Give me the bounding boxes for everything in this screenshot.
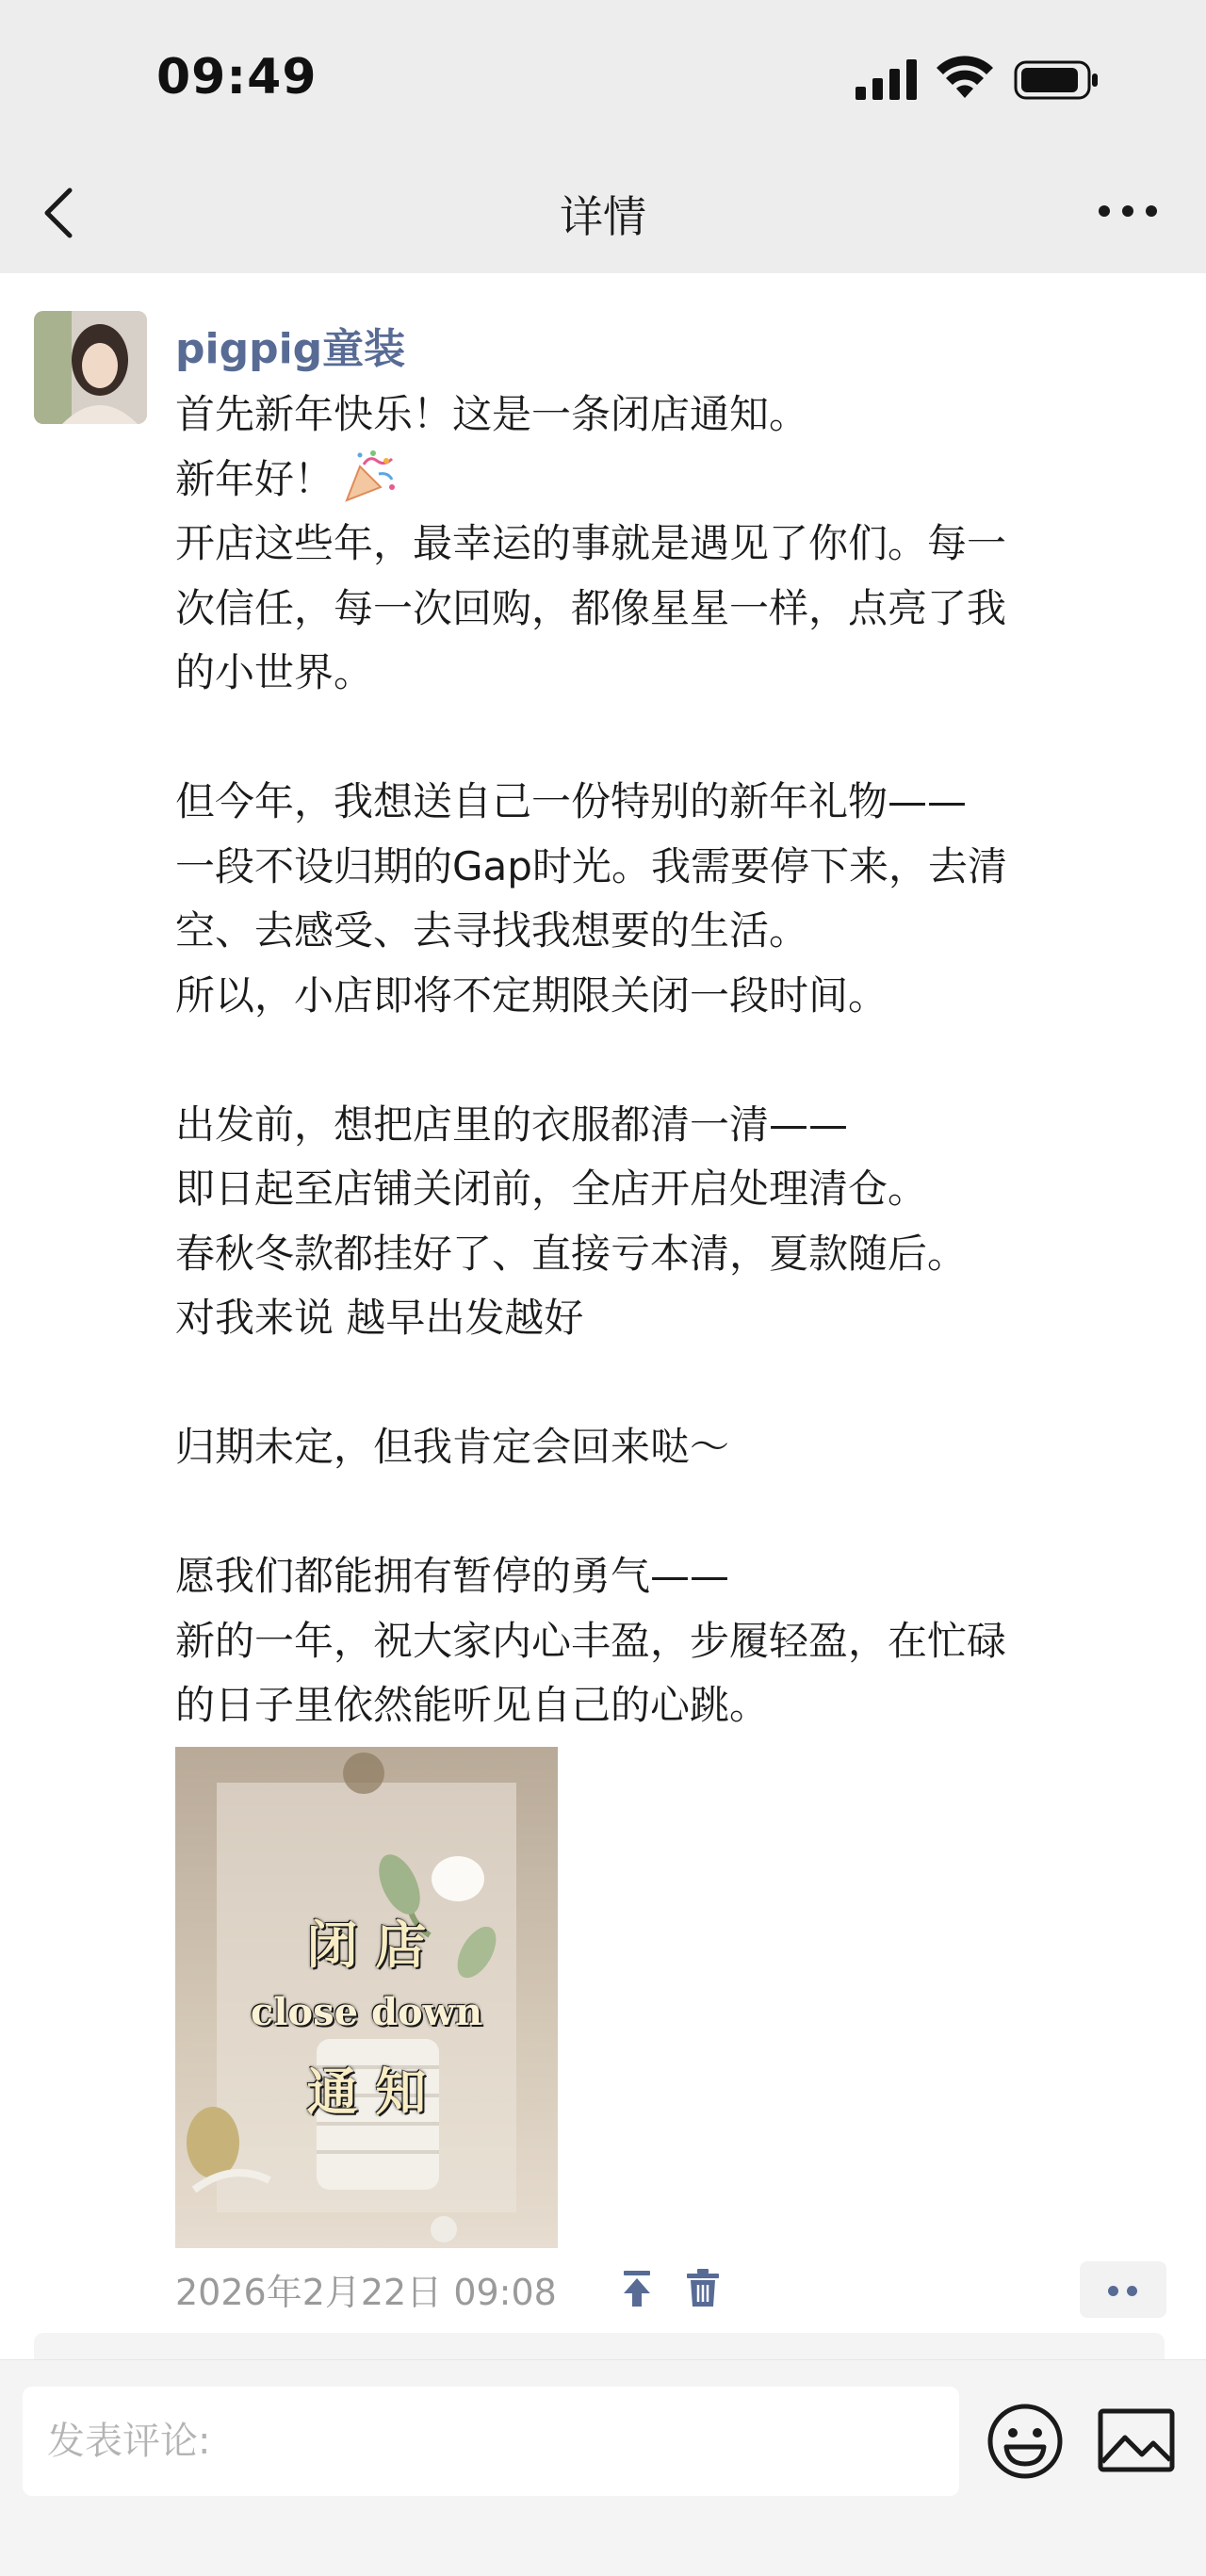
party-popper-icon bbox=[339, 448, 399, 504]
comment-bar bbox=[0, 2359, 1206, 2576]
image-caption-mid: close down bbox=[250, 1990, 483, 2034]
dot-icon bbox=[1127, 2286, 1137, 2296]
cellular-signal-icon bbox=[854, 58, 920, 102]
status-time: 09:49 bbox=[156, 49, 318, 106]
pin-top-icon[interactable] bbox=[618, 2269, 656, 2308]
battery-icon bbox=[1014, 58, 1100, 102]
top-header bbox=[0, 0, 1206, 273]
dot-icon bbox=[1108, 2286, 1118, 2296]
post-body: 开店这些年，最幸运的事就是遇见了你们。每一 次信任，每一次回购，都像星星一样，点亮了我 的小世界。 但今年，我想送自己一份特别的新年礼物—— 一段不设归期的Gap时光。我需要停下来，去清 空、去感受、去寻找我想要的生活。 所以，小店即将不定期限关闭一段时间。 出发前，想把店里的衣服都清一清—— 即日起至店铺关闭前，全店开启处理清仓。 春秋冬款都挂好了、直接亏本清，夏款随后。 对我来说 越早出发越好 归期未定，但我肯定会回来哒～ 愿我们都能拥有暂停的勇气—— 新的一年，祝大家内心丰盈，步履轻盈，在忙碌 的日子里依然能听见自己的心跳。 bbox=[175, 520, 1007, 1728]
post-line-1: 首先新年快乐！这是一条闭店通知。 bbox=[175, 391, 809, 437]
post-text bbox=[175, 383, 1174, 1738]
image-caption-top: 闭 店 bbox=[306, 1915, 427, 1975]
wifi-icon bbox=[935, 55, 995, 102]
emoji-icon[interactable] bbox=[986, 2402, 1065, 2481]
image-upload-icon[interactable] bbox=[1097, 2407, 1176, 2473]
image-caption-bottom: 通 知 bbox=[306, 2062, 427, 2122]
more-options-icon[interactable] bbox=[1095, 200, 1161, 222]
avatar-photo bbox=[34, 311, 147, 424]
post-line-2: 新年好！ bbox=[175, 455, 334, 502]
page-title: 详情 bbox=[560, 191, 646, 242]
comment-input[interactable] bbox=[23, 2387, 959, 2496]
avatar[interactable] bbox=[34, 311, 147, 424]
post-timestamp: 2026年2月22日 09:08 bbox=[175, 2272, 557, 2313]
post-actions-button[interactable] bbox=[1080, 2261, 1166, 2318]
post-image[interactable] bbox=[175, 1747, 558, 2248]
delete-icon[interactable] bbox=[684, 2267, 722, 2308]
author-name[interactable]: pigpig童装 bbox=[175, 325, 406, 373]
